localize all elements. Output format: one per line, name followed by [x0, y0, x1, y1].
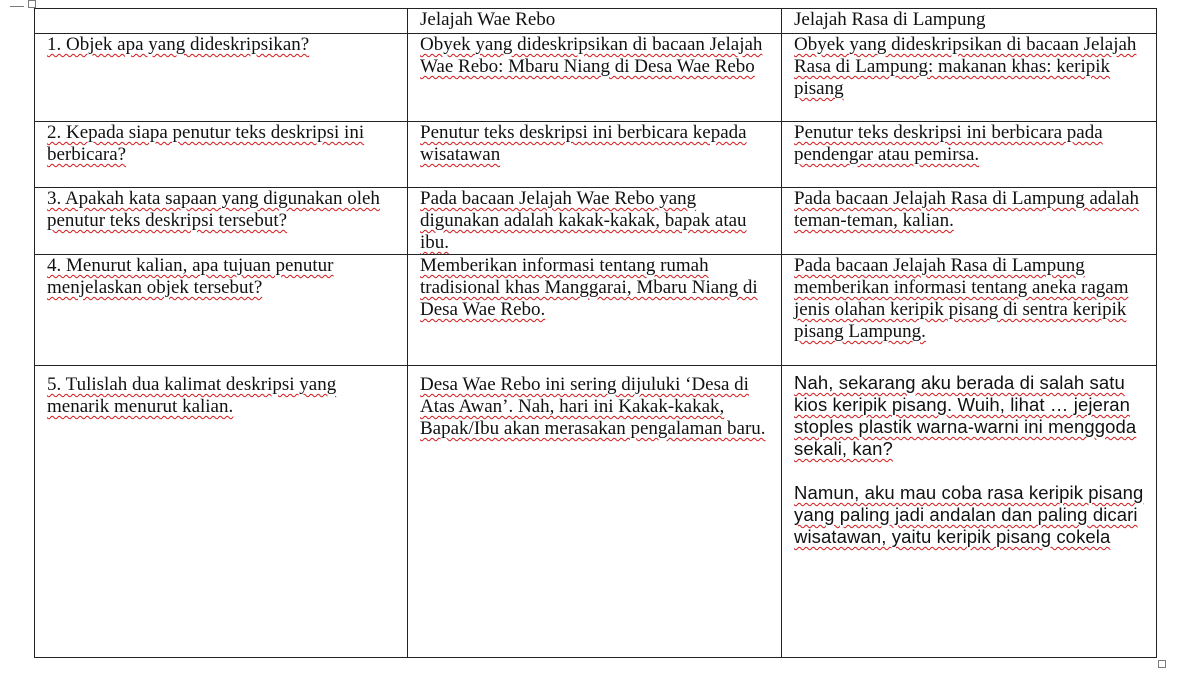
answer-cell-lampung: Obyek yang dideskripsikan di bacaan Jelajah Rasa di Lampung: makanan khas: keripik pisang: [782, 34, 1157, 122]
answer-cell-lampung: Pada bacaan Jelajah Rasa di Lampung adalah teman-teman, kalian.: [782, 188, 1157, 255]
table-move-handle[interactable]: [28, 0, 36, 8]
answer-cell-lampung: Penutur teks deskripsi ini berbicara pada pendengar atau pemirsa.: [782, 122, 1157, 188]
header-cell-empty: [35, 9, 408, 34]
answer-cell-wae-rebo: Pada bacaan Jelajah Wae Rebo yang digunakan adalah kakak-kakak, bapak atau ibu.: [408, 188, 782, 255]
table-resize-handle[interactable]: [1158, 660, 1166, 668]
lampung-paragraph-2: Namun, aku mau coba rasa keripik pisang yang paling jadi andalan dan paling dicari wisatawan, yaitu keripik pisang cokela: [794, 482, 1144, 547]
header-cell-wae-rebo: Jelajah Wae Rebo: [408, 9, 782, 34]
table-corner-mark: [10, 0, 24, 7]
answer-cell-lampung: [782, 366, 1157, 658]
question-cell: 4. Menurut kalian, apa tujuan penutur menjelaskan objek tersebut?: [35, 255, 408, 366]
table-header-row: [35, 9, 1157, 34]
header-cell-lampung: Jelajah Rasa di Lampung: [782, 9, 1157, 34]
table-row: [35, 122, 1157, 188]
answer-cell-wae-rebo: Penutur teks deskripsi ini berbicara kepada wisatawan: [408, 122, 782, 188]
table-row: [35, 255, 1157, 366]
question-cell: 3. Apakah kata sapaan yang digunakan oleh penutur teks deskripsi tersebut?: [35, 188, 408, 255]
question-cell: 5. Tulislah dua kalimat deskripsi yang menarik menurut kalian.: [35, 366, 408, 658]
question-cell: 2. Kepada siapa penutur teks deskripsi ini berbicara?: [35, 122, 408, 188]
table-row: [35, 34, 1157, 122]
table-row: [35, 188, 1157, 255]
answer-cell-wae-rebo: Obyek yang dideskripsikan di bacaan Jelajah Wae Rebo: Mbaru Niang di Desa Wae Rebo: [408, 34, 782, 122]
table-row: [35, 366, 1157, 658]
paragraph-gap: [794, 460, 1146, 482]
answer-cell-wae-rebo: Memberikan informasi tentang rumah tradisional khas Manggarai, Mbaru Niang di Desa Wae Rebo.: [408, 255, 782, 366]
comparison-table: [34, 8, 1157, 658]
question-cell: 1. Objek apa yang dideskripsikan?: [35, 34, 408, 122]
answer-cell-wae-rebo: Desa Wae Rebo ini sering dijuluki ‘Desa di Atas Awan’. Nah, hari ini Kakak-kakak, Bapak/Ibu akan merasakan pengalaman baru.: [408, 366, 782, 658]
answer-cell-lampung: Pada bacaan Jelajah Rasa di Lampung memberikan informasi tentang aneka ragam jenis olahan keripik pisang di sentra keripik pisang Lampung.: [782, 255, 1157, 366]
lampung-paragraph-1: Nah, sekarang aku berada di salah satu kios keripik pisang. Wuih, lihat … jejeran stoples plastik warna-warni ini menggoda sekali, kan?: [794, 372, 1137, 459]
